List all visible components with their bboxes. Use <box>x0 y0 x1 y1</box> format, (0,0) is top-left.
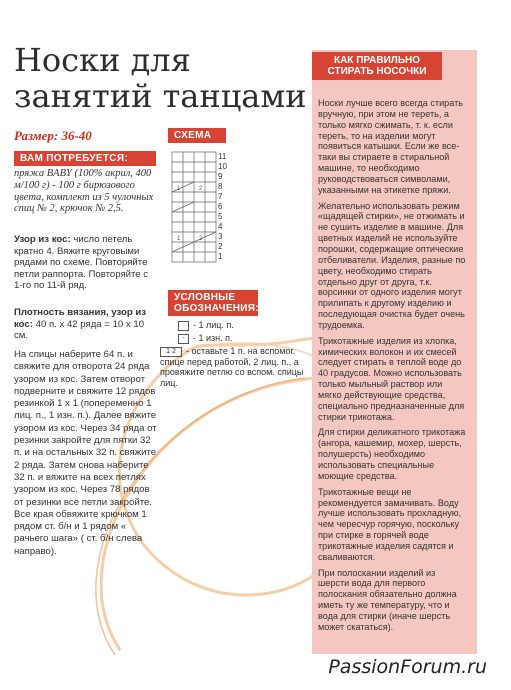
row-6: 6 <box>218 202 223 211</box>
cable-symbol-icon: 1 2 <box>160 347 182 357</box>
sidebar-paragraph: Для стирки деликатного трикотажа (ангора, кашемир, мохер, шерсть, полушерсть) необходимо использовать специальные моющие средства. <box>318 427 466 481</box>
scheme-mark-1b: 1 <box>177 236 181 242</box>
row-1: 1 <box>218 252 223 261</box>
row-7: 7 <box>218 192 223 201</box>
row-3: 3 <box>218 232 223 241</box>
row-4: 4 <box>218 222 223 231</box>
scheme-label: СХЕМА <box>168 128 226 143</box>
sidebar-paragraph: Желательно использовать режим «щадящей стирки», не отжимать и не сушить изделие в машине. Для цветных изделий не используйте порошки, содержащие оптические отбеливатели. Изделия, разные по цвету, необходимо стирать отдельно друг от друга, т.к. ворсинки от одного изделия могут прилипать к другому изделию и последующая очистка будет очень трудоемка. <box>318 200 466 330</box>
watermark: PassionForum.ru <box>328 656 487 678</box>
row-5: 5 <box>218 212 223 221</box>
sidebar-paragraph: Носки лучше всего всегда стирать вручную, при этом не тереть, а только мягко сжимать, т. к. если тереть, то на изделии могут появиться катышки. Если же все-таки вы стираете в стиральной машине, то необходимо руководствоваться символами, указанными на этикетке пряжи. <box>318 98 464 195</box>
sidebar-paragraph: Трикотажные вещи не рекомендуется замачивать. Воду лучше использовать прохладную, чем чересчур горячую, поскольку при стирке в горячей воде трикотажные изделия садятся и сваливаются. <box>318 486 462 562</box>
pattern-text: число петель кратно 4. Вяжите круговыми рядами по схеме. Повторяйте петли раппорта. Повторяйте с 1-го по 11-й ряд. <box>14 234 149 292</box>
row-8: 8 <box>218 182 223 191</box>
legend-item-knit: - 1 лиц. п. <box>178 320 308 331</box>
sidebar-body <box>318 98 468 638</box>
pattern-heading: Узор из кос: <box>14 234 71 245</box>
row-11: 11 <box>218 152 227 161</box>
size-label: Размер: 36-40 <box>14 128 92 143</box>
density-heading: Плотность вязания, узор из кос: <box>14 307 147 330</box>
scheme-mark-2b: 2 <box>199 236 203 242</box>
materials-label: ВАМ ПОТРЕБУЕТСЯ: <box>14 151 156 166</box>
density-text: 40 п. x 42 ряда = 10 x 10 см. <box>14 318 145 342</box>
row-2: 2 <box>218 242 223 251</box>
sidebar-paragraph: При полоскании изделий из шерсти вода для первого полоскания обязательно должна иметь ту же температуру, что и вода для стирки (иначе шерсть может скататься). <box>318 567 457 632</box>
sidebar-heading: КАК ПРАВИЛЬНО СТИРАТЬ НОСОЧКИ <box>312 52 442 80</box>
row-10: 10 <box>218 162 227 171</box>
scheme-row-numbers <box>218 152 227 262</box>
legend-label: УСЛОВНЫЕ ОБОЗНАЧЕНИЯ: <box>168 290 258 316</box>
pattern-section <box>14 234 159 292</box>
purl-symbol-icon: - <box>178 334 189 344</box>
legend-item-cable: 1 2 - оставьте 1 п. на вспомог. спице перед работой, 2 лиц. п., а провяжите петлю со вспом. спицы лиц. <box>160 346 304 388</box>
legend-item-purl: - - 1 изн. п. <box>178 333 308 344</box>
scheme-chart <box>168 148 238 273</box>
scheme-mark-2: 2 <box>199 186 203 192</box>
page-title: Носки для занятий танцами <box>14 41 307 115</box>
row-9: 9 <box>218 172 223 181</box>
sidebar-paragraph: Трикотажные изделия из хлопка, химических волокон и их смесей следует стирать в теплой воде до 40 градусов. Можно использовать только мыльный раствор или мягко действующие средства, специально предназначенные для стирки трикотажа. <box>318 335 465 422</box>
scheme-mark-1: 1 <box>177 186 181 192</box>
instructions-text: На спицы наберите 64 п. и свяжите для отворота 24 ряда узором из кос. Затем отворот подверните и свяжите 12 рядов резинкой 1 x 1 (попеременно 1 лиц. п., 1 изн. п.). Далее вяжите узором из кос. Через 34 ряда от резинки закройте для пятки 32 п. и на остальных 32 п. свяжите 2 ряда. Затем снова наберите 32 п. и вяжите на всех петлях узором из кос. Через 78 рядов от резинки все петли закройте. Все края обвяжите крючком 1 рядом ст. б/н и 1 рядом « рачьего шага» ( ст. б/н слева направо). <box>14 349 157 557</box>
density-section <box>14 307 159 342</box>
materials-text: пряжа BABY (100% акрил, 400 м/100 г) - 100 г бирюзового цвета, комплект из 5 чулочных спиц № 2, крючок № 2,5. <box>14 168 154 215</box>
knit-symbol-icon <box>178 321 189 331</box>
